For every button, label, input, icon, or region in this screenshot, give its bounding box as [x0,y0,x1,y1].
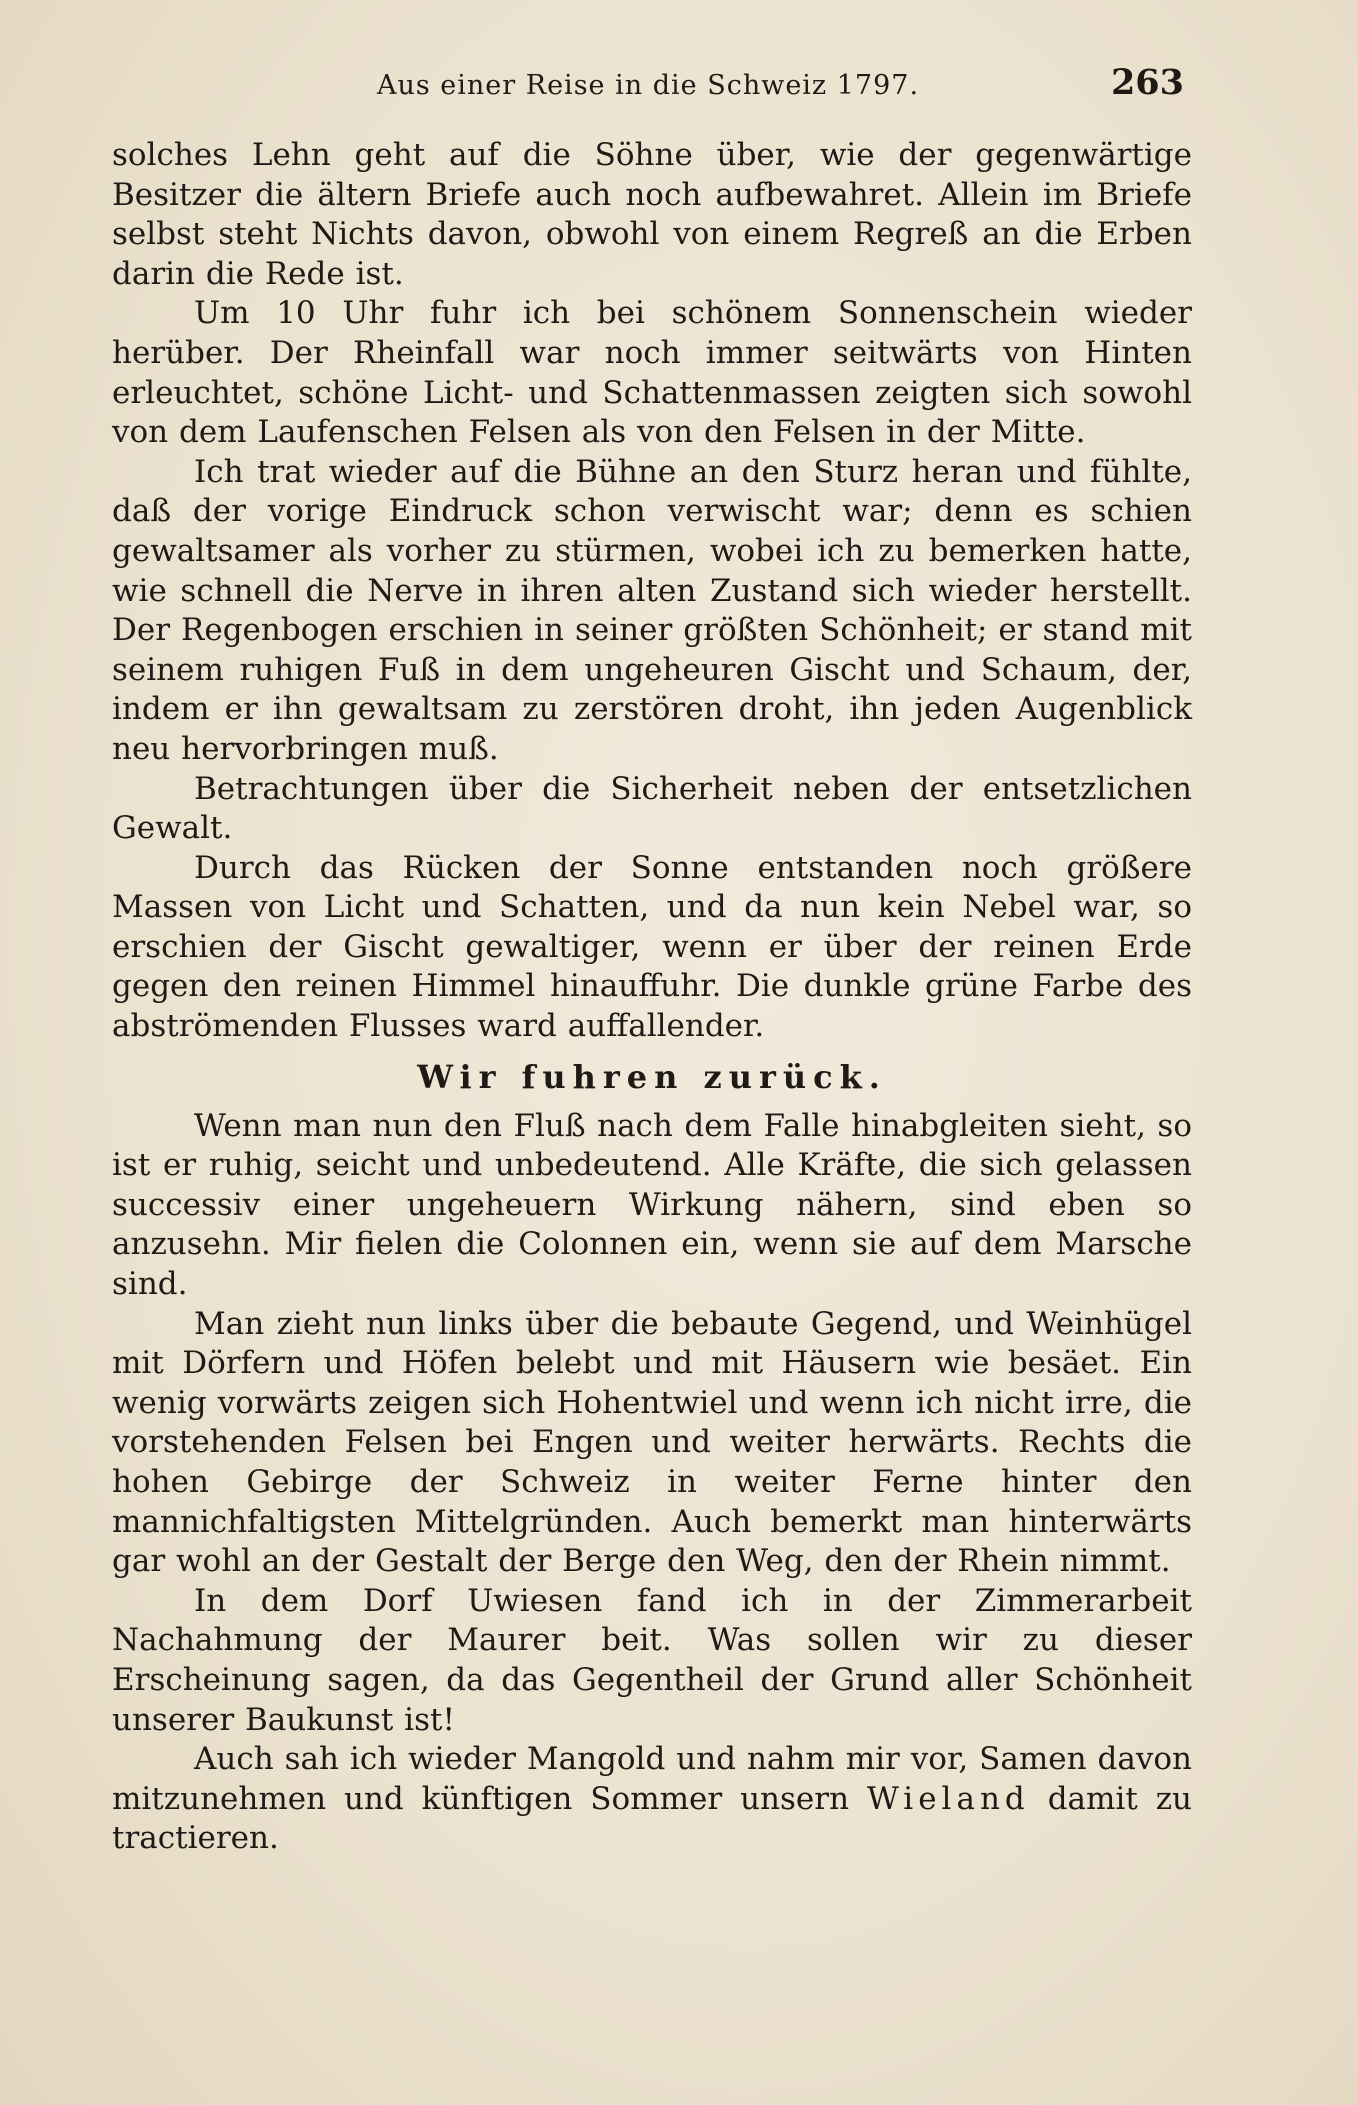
section-heading: Wir fuhren zurück. [417,1057,887,1096]
paragraph: In dem Dorf Uwiesen fand ich in der Zimmerarbeit Nachahmung der Maurer beit. Was sollen wir zu dieser Erscheinung sagen, da das Gegentheil der Grund aller Schönheit unserer Baukunst ist! [112,1582,1192,1738]
paragraph: Ich trat wieder auf die Bühne an den Sturz heran und fühlte, daß der vorige Eindruck schon verwischt war; denn es schien gewaltsamer als vorher zu stürmen, wobei ich zu bemerken hatte, wie schnell die Nerve in ihren alten Zustand sich wieder herstellt. Der Regenbogen erschien in seiner größten Schönheit; er stand mit seinem ruhigen Fuß in dem ungeheuren Gischt und Schaum, der, indem er ihn gewaltsam zu zerstören droht, ihn jeden Augenblick neu hervorbringen muß. [112,453,1192,767]
spaced-name: Wieland [866,1780,1030,1817]
paragraph: solches Lehn geht auf die Söhne über, wie der gegenwärtige Besitzer die ältern Briefe auch noch aufbewahret. Allein im Briefe selbst steht Nichts davon, obwohl von einem Regreß an die Erben darin die Rede ist. [112,137,1192,292]
running-head [112,62,1184,112]
paragraph: Wenn man nun den Fluß nach dem Falle hinabgleiten sieht, so ist er ruhig, seicht und unbedeutend. Alle Kräfte, die sich gelassen successiv einer ungeheuern Wirkung nähern, sind eben so anzusehn. Mir fielen die Colonnen ein, wenn sie auf dem Marsche sind. [112,1107,1192,1303]
last-paragraph-text: Auch sah ich wieder Mangold und nahm mir vor, Samen davon mitzunehmen und künftigen Sommer unsern [112,1741,1192,1817]
page-number: 263 [1110,62,1184,103]
running-title: Aus einer Reise in die Schweiz 1797. [376,70,920,101]
paragraph: Betrachtungen über die Sicherheit neben der entsetzlichen Gewalt. [112,770,1192,847]
paragraph: Durch das Rücken der Sonne entstanden noch größere Massen von Licht und Schatten, und da nun kein Nebel war, so erschien der Gischt gewaltiger, wenn er über der reinen Erde gegen den reinen Himmel hinauffuhr. Die dunkle grüne Farbe des abströmenden Flusses ward auffallender. [112,849,1192,1045]
paragraph: Man zieht nun links über die bebaute Gegend, und Weinhügel mit Dörfern und Höfen belebt und mit Häusern wie besäet. Ein wenig vorwärts zeigen sich Hohentwiel und wenn ich nicht irre, die vorstehenden Felsen bei Engen und weiter herwärts. Rechts die hohen Gebirge der Schweiz in weiter Ferne hinter den mannichfaltigsten Mittelgründen. Auch bemerkt man hinterwärts gar wohl an der Gestalt der Berge den Weg, den der Rhein nimmt. [112,1305,1192,1580]
last-paragraph [112,1740,1192,1859]
body-text [112,136,1192,1859]
last-paragraph-end: damit zu tractieren. [112,1780,1192,1857]
paragraph: Um 10 Uhr fuhr ich bei schönem Sonnenschein wieder herüber. Der Rheinfall war noch immer seitwärts von Hinten erleuchtet, schöne Licht- und Schattenmassen zeigten sich sowohl von dem Laufenschen Felsen als von den Felsen in der Mitte. [112,295,1192,451]
